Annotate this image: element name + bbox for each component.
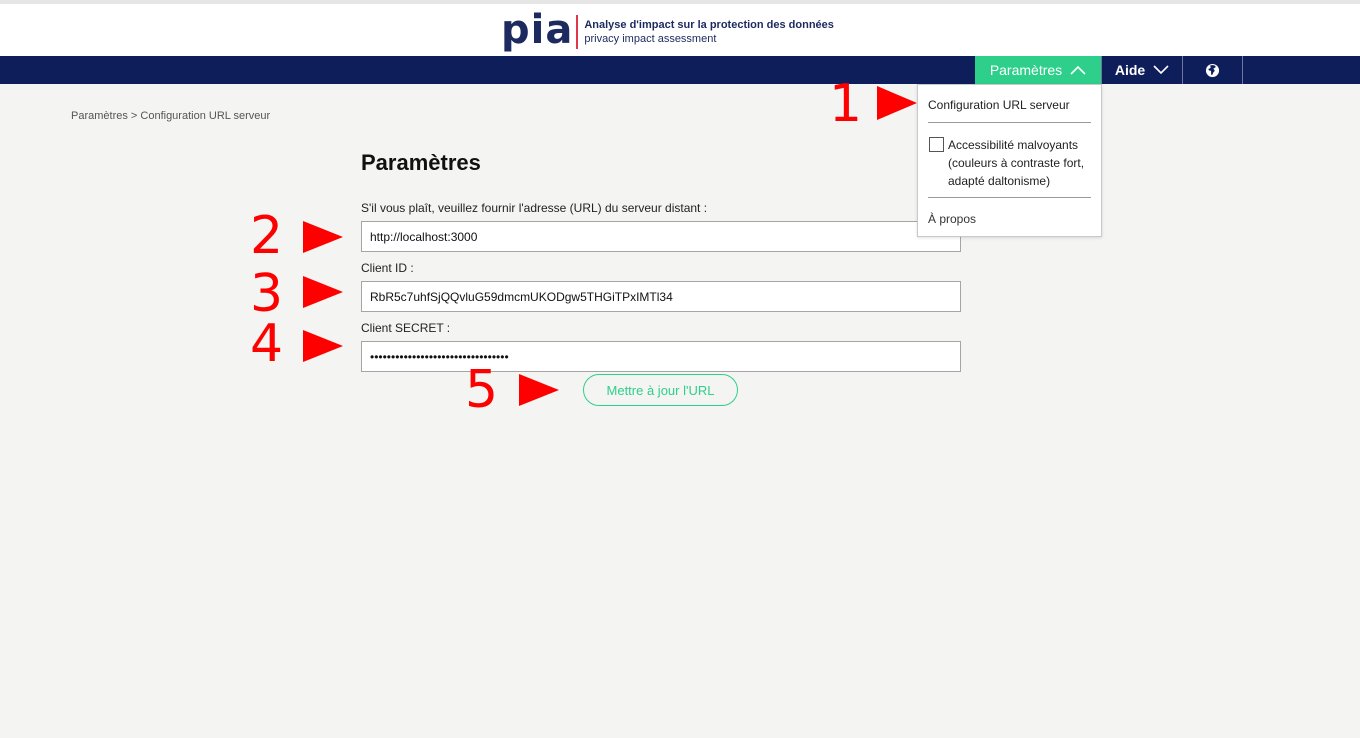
annotation-arrow-icon [303,276,343,308]
annotation-number: 3 [250,264,284,324]
client-id-input[interactable] [361,281,961,312]
annotation-number: 1 [829,74,863,134]
client-secret-input[interactable] [361,341,961,372]
nav-aide-label: Aide [1114,62,1146,78]
chevron-down-icon [1153,65,1169,75]
menu-divider [928,197,1091,198]
update-url-button[interactable]: Mettre à jour l'URL [583,374,738,406]
server-url-label: S'il vous plaît, veuillez fournir l'adresse (URL) du serveur distant : [361,201,708,215]
client-id-label: Client ID : [361,261,414,275]
annotation-arrow-icon [519,374,559,406]
menu-item-accessibility-label[interactable]: Accessibilité malvoyants (couleurs à contraste fort, adapté daltonisme) [948,138,1085,188]
client-secret-label: Client SECRET : [361,321,451,335]
logo-subtitle-english: privacy impact assessment [584,33,717,45]
globe-icon [1205,63,1220,78]
page-title: Paramètres [361,150,481,175]
accessibility-checkbox[interactable] [929,137,944,152]
nav-parametres-label: Paramètres [989,62,1063,78]
logo-text [584,18,834,46]
server-url-input[interactable] [361,221,961,252]
logo-subtitle-french: Analyse d'impact sur la protection des données [584,19,834,31]
logo-word: pia [501,7,574,53]
annotation-number: 4 [250,314,284,374]
app-header [0,4,1360,56]
menu-item-about[interactable]: À propos [928,212,977,226]
top-navbar [0,56,1360,84]
nav-parametres-button[interactable] [975,56,1101,84]
annotation-arrow-icon [877,86,917,120]
breadcrumb: Paramètres > Configuration URL serveur [71,110,271,122]
logo-divider [576,15,578,49]
settings-form [361,150,961,372]
annotation-number: 2 [250,206,284,266]
nav-aide-button[interactable] [1101,56,1182,84]
annotation-number: 5 [465,360,499,420]
pia-logo[interactable] [501,7,834,53]
parametres-dropdown-menu [917,84,1102,237]
chevron-up-icon [1070,65,1086,75]
annotation-arrow-icon [303,330,343,362]
menu-divider [928,122,1091,123]
language-button[interactable] [1182,56,1243,84]
annotation-arrow-icon [303,221,343,253]
menu-item-config-url[interactable]: Configuration URL serveur [928,98,1070,112]
